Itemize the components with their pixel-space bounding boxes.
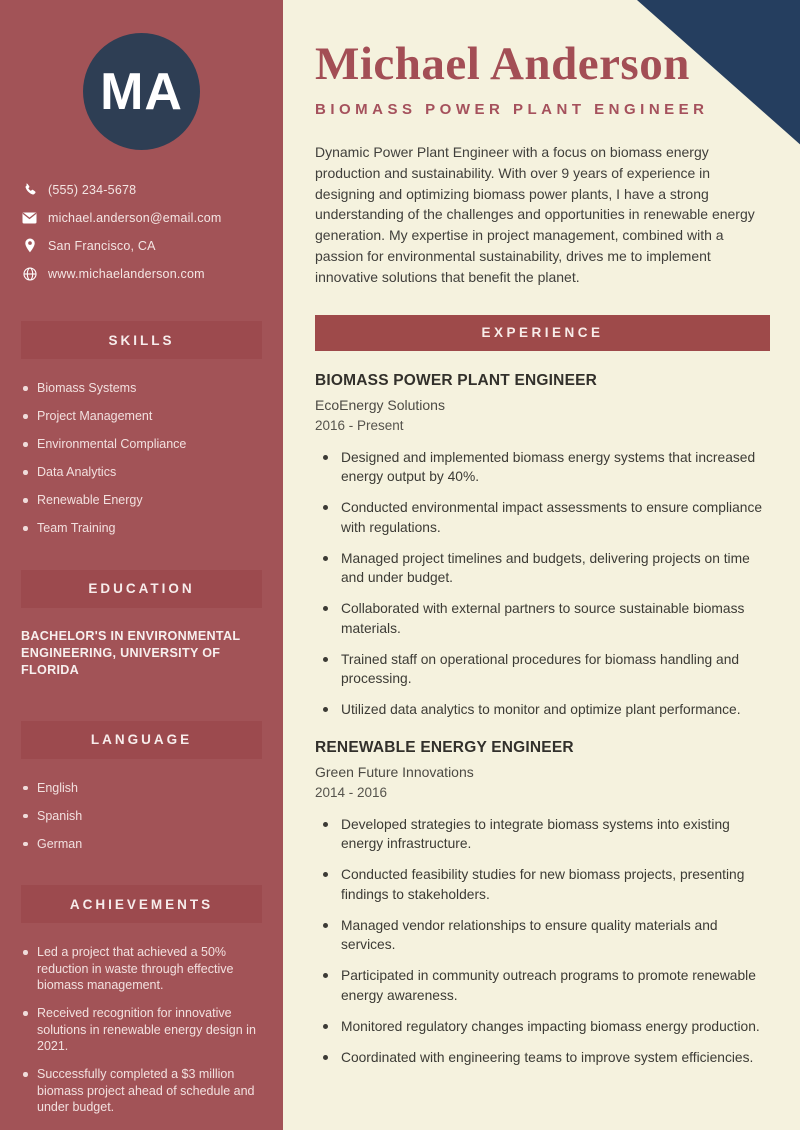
education-section-header	[21, 570, 262, 608]
sidebar	[0, 0, 283, 1130]
contact-location	[22, 238, 283, 253]
job-title: BIOMASS POWER PLANT ENGINEER	[315, 371, 598, 389]
job-bullet: Developed strategies to integrate biomass systems into existing energy infrastructure.	[321, 815, 770, 854]
achievements-title: ACHIEVEMENTS	[69, 896, 214, 912]
contact-website	[22, 266, 283, 281]
globe-icon	[22, 266, 37, 281]
phone-icon	[22, 182, 37, 197]
avatar-initials: MA	[100, 62, 183, 121]
job-bullet: Trained staff on operational procedures for biomass handling and processing.	[321, 650, 770, 689]
profile-summary: Dynamic Power Plant Engineer with a focus on biomass energy production and sustainability. With over 9 years of experience in designing and optimizing biomass power plants, I have a strong understanding of the challenges and opportunities in renewable energy generation. My expertise in project management, combined with a passion for environmental sustainability, drives me to implement innovative solutions that benefit the planet.	[315, 144, 755, 285]
job-company: Green Future Innovations	[315, 763, 474, 780]
job-bullet: Conducted environmental impact assessments to ensure compliance with regulations.	[321, 498, 770, 537]
job-bullet: Monitored regulatory changes impacting biomass energy production.	[321, 1017, 770, 1037]
language-item: English	[22, 780, 263, 797]
skills-list	[0, 380, 283, 537]
contact-phone	[22, 182, 283, 197]
skill-item: Biomass Systems	[22, 380, 263, 397]
job-bullet-list	[315, 448, 770, 720]
job-bullet: Managed vendor relationships to ensure quality materials and services.	[321, 916, 770, 955]
skill-item: Environmental Compliance	[22, 436, 263, 453]
job-bullet: Conducted feasibility studies for new biomass projects, presenting findings to stakeholders.	[321, 865, 770, 904]
skill-item: Team Training	[22, 520, 263, 537]
job-bullet: Collaborated with external partners to source sustainable biomass materials.	[321, 599, 770, 638]
experience-job-1	[315, 372, 770, 720]
achievements-list	[0, 944, 283, 1116]
contact-phone-text: (555) 234-5678	[48, 182, 137, 197]
person-job-title: BIOMASS POWER PLANT ENGINEER	[315, 101, 709, 118]
education-title: EDUCATION	[88, 581, 195, 596]
contact-website-text: www.michaelanderson.com	[48, 266, 205, 281]
skills-section-header	[21, 321, 262, 359]
contact-section	[0, 182, 283, 281]
experience-title: EXPERIENCE	[481, 325, 604, 341]
job-dates: 2014 - 2016	[315, 784, 388, 800]
achievement-item: Successfully completed a $3 million biomass project ahead of schedule and under budget.	[22, 1066, 263, 1116]
location-icon	[22, 238, 37, 253]
contact-email-text: michael.anderson@email.com	[48, 210, 222, 225]
job-bullet: Participated in community outreach programs to promote renewable energy awareness.	[321, 966, 770, 1005]
job-bullet-list	[315, 815, 770, 1068]
job-bullet: Utilized data analytics to monitor and optimize plant performance.	[321, 700, 770, 720]
achievement-item: Received recognition for innovative solutions in renewable energy design in 2021.	[22, 1005, 263, 1055]
contact-email	[22, 210, 283, 225]
experience-job-2	[315, 739, 770, 1068]
achievements-section-header	[21, 885, 262, 923]
skill-item: Renewable Energy	[22, 492, 263, 509]
job-dates: 2016 - Present	[315, 417, 404, 433]
language-title: LANGUAGE	[90, 732, 193, 747]
skill-item: Project Management	[22, 408, 263, 425]
language-section-header	[21, 721, 262, 759]
email-icon	[22, 210, 37, 225]
job-bullet: Coordinated with engineering teams to improve system efficiencies.	[321, 1048, 770, 1068]
achievement-item: Led a project that achieved a 50% reduction in waste through effective biomass management.	[22, 944, 263, 994]
job-company: EcoEnergy Solutions	[315, 396, 445, 413]
avatar	[83, 33, 200, 150]
skills-title: SKILLS	[108, 332, 175, 348]
education-text: BACHELOR'S IN ENVIRONMENTAL ENGINEERING, UNIVERSITY OF FLORIDA	[21, 628, 241, 677]
experience-section-header	[315, 315, 770, 351]
main-column	[283, 0, 800, 1130]
skill-item: Data Analytics	[22, 464, 263, 481]
job-title: RENEWABLE ENERGY ENGINEER	[315, 738, 574, 756]
language-item: Spanish	[22, 808, 263, 825]
job-bullet: Designed and implemented biomass energy systems that increased energy output by 40%.	[321, 448, 770, 487]
contact-location-text: San Francisco, CA	[48, 238, 156, 253]
language-item: German	[22, 836, 263, 853]
person-name: Michael Anderson	[315, 38, 690, 90]
job-bullet: Managed project timelines and budgets, delivering projects on time and under budget.	[321, 549, 770, 588]
language-list	[0, 780, 283, 853]
